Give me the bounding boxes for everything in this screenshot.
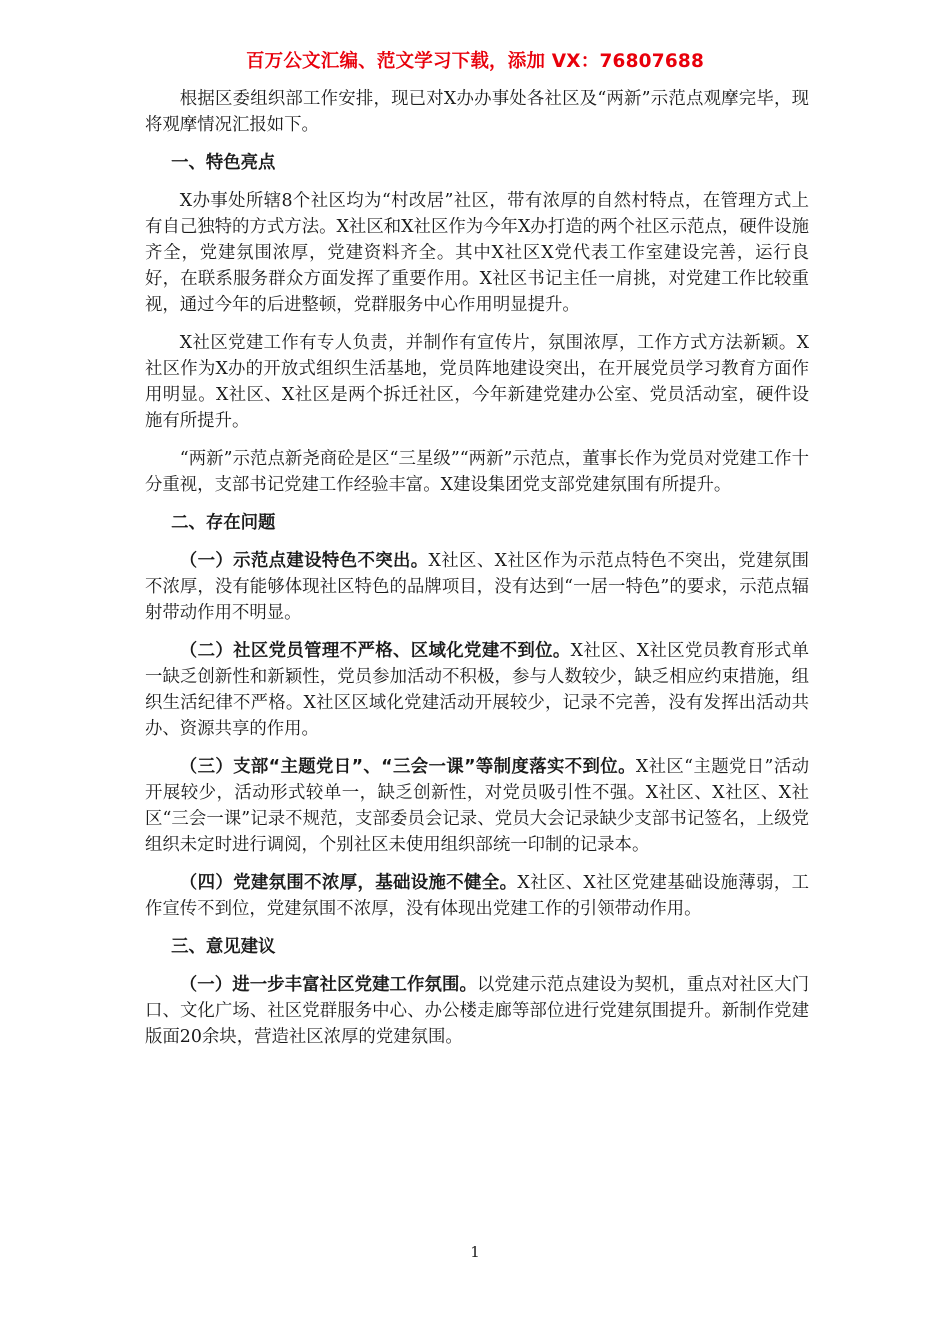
- page-number: 1: [470, 1243, 480, 1261]
- problem-item: [145, 638, 809, 742]
- item-title: （一）示范点建设特色不突出。: [179, 551, 429, 571]
- section-heading-suggestions: 三、意见建议: [171, 937, 276, 957]
- paragraph: X办事处所辖8个社区均为“村改居”社区，带有浓厚的自然村特点，在管理方式上有自己独特的方式方法。X社区和X社区作为今年X办打造的两个社区示范点，硬件设施齐全，党建氛围浓厚，党建资料齐全。其中X社区X党代表工作室建设完善，运行良好，在联系服务群众方面发挥了重要作用。X社区书记主任一肩挑，对党建工作比较重视，通过今年的后进整顿，党群服务中心作用明显提升。: [145, 191, 809, 315]
- watermark-header: 百万公文汇编、范文学习下载，添加 VX：76807688: [245, 51, 705, 72]
- paragraph: “两新”示范点新尧商砼是区“三星级”“两新”示范点，董事长作为党员对党建工作十分重视，支部书记党建工作经验丰富。X建设集团党支部党建氛围有所提升。: [145, 449, 809, 495]
- item-body: X社区、X社区党建基础设施薄弱，工作宣传不到位，党建氛围不浓厚，没有体现出党建工作的引领带动作用。: [145, 873, 809, 919]
- problem-item: [145, 548, 809, 626]
- item-title: （四）党建氛围不浓厚，基础设施不健全。: [179, 873, 518, 893]
- item-body: X社区“主题党日”活动开展较少，活动形式较单一，缺乏创新性，对党员吸引性不强。X社区、X社区、X社区“三会一课”记录不规范，支部委员会记录、党员大会记录缺少支部书记签名，上级党组织未定时进行调阅，个别社区未使用组织部统一印制的记录本。: [145, 757, 809, 855]
- item-title: （三）支部“主题党日”、“三会一课”等制度落实不到位。: [179, 757, 636, 777]
- paragraph: X社区党建工作有专人负责，并制作有宣传片，氛围浓厚，工作方式方法新颖。X社区作为X办的开放式组织生活基地，党员阵地建设突出，在开展党员学习教育方面作用明显。X社区、X社区是两个拆迁社区，今年新建党建办公室、党员活动室，硬件设施有所提升。: [145, 333, 809, 431]
- section-heading-highlights: 一、特色亮点: [171, 153, 276, 173]
- problem-item: [145, 870, 809, 922]
- item-body: 以党建示范点建设为契机，重点对社区大门口、文化广场、社区党群服务中心、办公楼走廊等部位进行党建氛围提升。新制作党建版面20余块，营造社区浓厚的党建氛围。: [145, 975, 809, 1047]
- item-title: （一）进一步丰富社区党建工作氛围。: [179, 975, 477, 995]
- section-heading-problems: 二、存在问题: [171, 513, 276, 533]
- item-title: （二）社区党员管理不严格、区域化党建不到位。: [179, 641, 571, 661]
- suggestion-item: [145, 972, 809, 1050]
- problem-item: [145, 754, 809, 858]
- item-body: X社区、X社区党员教育形式单一缺乏创新性和新颖性，党员参加活动不积极，参与人数较少，缺乏相应约束措施，组织生活纪律不严格。X社区区域化党建活动开展较少，记录不完善，没有发挥出活动共办、资源共享的作用。: [145, 641, 809, 739]
- intro-paragraph: 根据区委组织部工作安排，现已对X办办事处各社区及“两新”示范点观摩完毕，现将观摩情况汇报如下。: [145, 89, 809, 135]
- item-body: X社区、X社区作为示范点特色不突出，党建氛围不浓厚，没有能够体现社区特色的品牌项目，没有达到“一居一特色”的要求，示范点辐射带动作用不明显。: [145, 551, 809, 623]
- document-body: [145, 86, 809, 1062]
